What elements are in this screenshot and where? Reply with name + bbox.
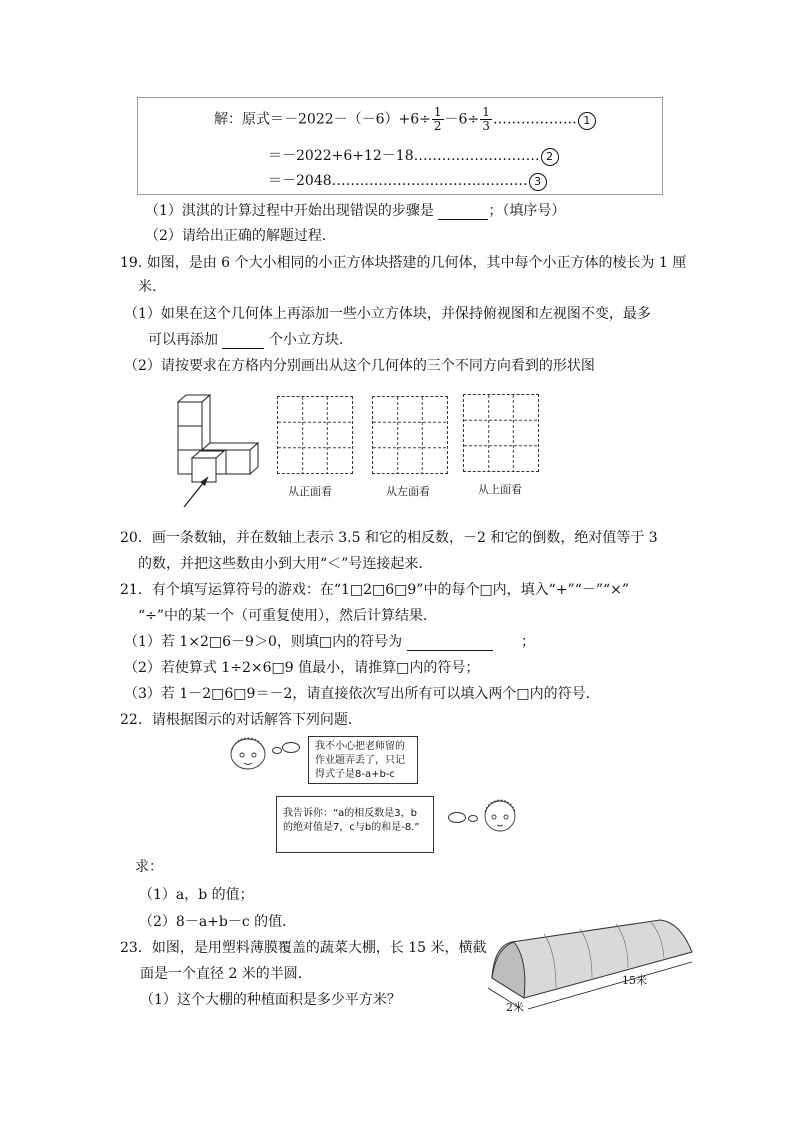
grid-top-view[interactable] xyxy=(463,394,539,472)
q20-line2: 的数，并把这些数由小到大用“＜”号连接起来． xyxy=(138,556,433,572)
q18-part2: （2）请给出正确的解题过程． xyxy=(145,228,336,244)
speech-bubble-1: 我不小心把老师留的作业题弄丢了，只记得式子是8-a+b-c xyxy=(308,736,418,784)
dots: ……………… xyxy=(492,111,577,128)
q19-part1-line2-suffix: 个小立方块. xyxy=(268,332,344,348)
solution-line-1-text: 解：原式＝－2022－（－6）+6÷ xyxy=(214,111,431,128)
q21-part3: （3）若 1－2□6□9＝－2，请直接依次写出所有可以填入两个□内的符号． xyxy=(124,686,600,702)
solution-line-3-text: ＝－2048…………………………………… xyxy=(268,173,528,189)
fraction-numerator: 1 xyxy=(482,105,490,119)
boy-face-icon xyxy=(478,796,522,834)
q19-stem-line1: 19. 如图，是由 6 个大小相同的小正方体块搭建的几何体，其中每个小正方体的棱长为 1 厘 xyxy=(120,255,687,271)
step-marker-2: 2 xyxy=(541,148,559,166)
thought-dot xyxy=(272,747,282,754)
solution-line-3 xyxy=(268,170,547,191)
q19-stem-line2: 米. xyxy=(138,279,157,295)
fraction-one-third xyxy=(480,106,492,133)
caption-left-view: 从左面看 xyxy=(386,485,430,498)
q21-part2: （2）若使算式 1÷2×6□9 值最小，请推算□内的符号； xyxy=(124,660,480,676)
thought-dot xyxy=(468,815,478,822)
girl-face-icon xyxy=(226,734,274,774)
answer-blank[interactable] xyxy=(222,333,264,349)
label-diameter: 2米 xyxy=(506,1001,524,1014)
speech-bubble-2: 我告诉你：“a的相反数是3，b的绝对值是7，c与b的和是-8.” xyxy=(276,796,434,853)
solution-line-1-mid: －6÷ xyxy=(444,111,480,128)
q22-stem: 22．请根据图示的对话解答下列问题． xyxy=(120,712,362,728)
step-marker-1: 1 xyxy=(578,112,596,130)
answer-blank[interactable] xyxy=(407,635,493,651)
q19-part2: （2）请按要求在方格内分别画出从这个几何体的三个不同方向看到的形状图 xyxy=(124,358,595,374)
fraction-denominator: 3 xyxy=(482,119,490,133)
grid-left-view[interactable] xyxy=(372,396,448,474)
q19-part1-line1: （1）如果在这个几何体上再添加一些小立方体块，并保持俯视图和左视图不变，最多 xyxy=(124,306,651,322)
q22-ask: 求： xyxy=(135,859,163,875)
q23-line1: 23．如图，是用塑料薄膜覆盖的蔬菜大棚，长 15 米，横截 xyxy=(120,940,487,956)
step-marker-3: 3 xyxy=(529,173,547,191)
q22-part1: （1）a，b 的值； xyxy=(139,887,254,903)
q21-line1: 21．有个填写运算符号的游戏：在“1□2□6□9”中的每个□内，填入“+”“－”“×” xyxy=(120,582,630,598)
fraction-numerator: 1 xyxy=(433,105,442,119)
q18-part1-text: （1）淇淇的计算过程中开始出现错误的步骤是 xyxy=(145,203,434,219)
cube-stack-figure xyxy=(170,392,260,514)
q18-part1-suffix: ；（填序号） xyxy=(488,203,566,219)
q21-part1-text: （1）若 1×2□6－9＞0，则填□内的符号为 xyxy=(124,634,403,650)
solution-box xyxy=(137,97,663,195)
q20-line1: 20．画一条数轴，并在数轴上表示 3.5 和它的相反数，－2 和它的倒数，绝对值等于 3 xyxy=(120,530,658,546)
caption-front-view: 从正面看 xyxy=(288,485,332,498)
solution-line-2 xyxy=(268,145,559,166)
q19-part1-line2-text: 可以再添加 xyxy=(148,332,218,348)
grid-front-view[interactable] xyxy=(277,396,353,474)
thought-dot xyxy=(282,742,300,753)
fraction-denominator: 2 xyxy=(433,119,442,133)
answer-blank[interactable] xyxy=(438,204,488,220)
q22-part2: （2）8－a+b－c 的值． xyxy=(139,914,297,930)
q23-part1: （1）这个大棚的种植面积是多少平方米？ xyxy=(140,992,401,1008)
solution-line-1 xyxy=(214,106,596,133)
label-length: 15米 xyxy=(622,974,647,987)
q21-line2: “÷”中的某一个（可重复使用），然后计算结果． xyxy=(138,608,438,624)
q18-part1 xyxy=(145,200,565,220)
q23-line2: 面是一个直径 2 米的半圆． xyxy=(140,966,312,982)
q21-part1 xyxy=(124,631,535,651)
fraction-one-half xyxy=(432,106,444,133)
caption-top-view: 从上面看 xyxy=(478,483,522,496)
solution-line-2-text: ＝－2022+6+12－18……………………… xyxy=(268,148,540,164)
thought-dot xyxy=(448,812,466,823)
q19-part1-line2 xyxy=(148,329,343,349)
q21-part1-suffix: ； xyxy=(521,634,535,650)
